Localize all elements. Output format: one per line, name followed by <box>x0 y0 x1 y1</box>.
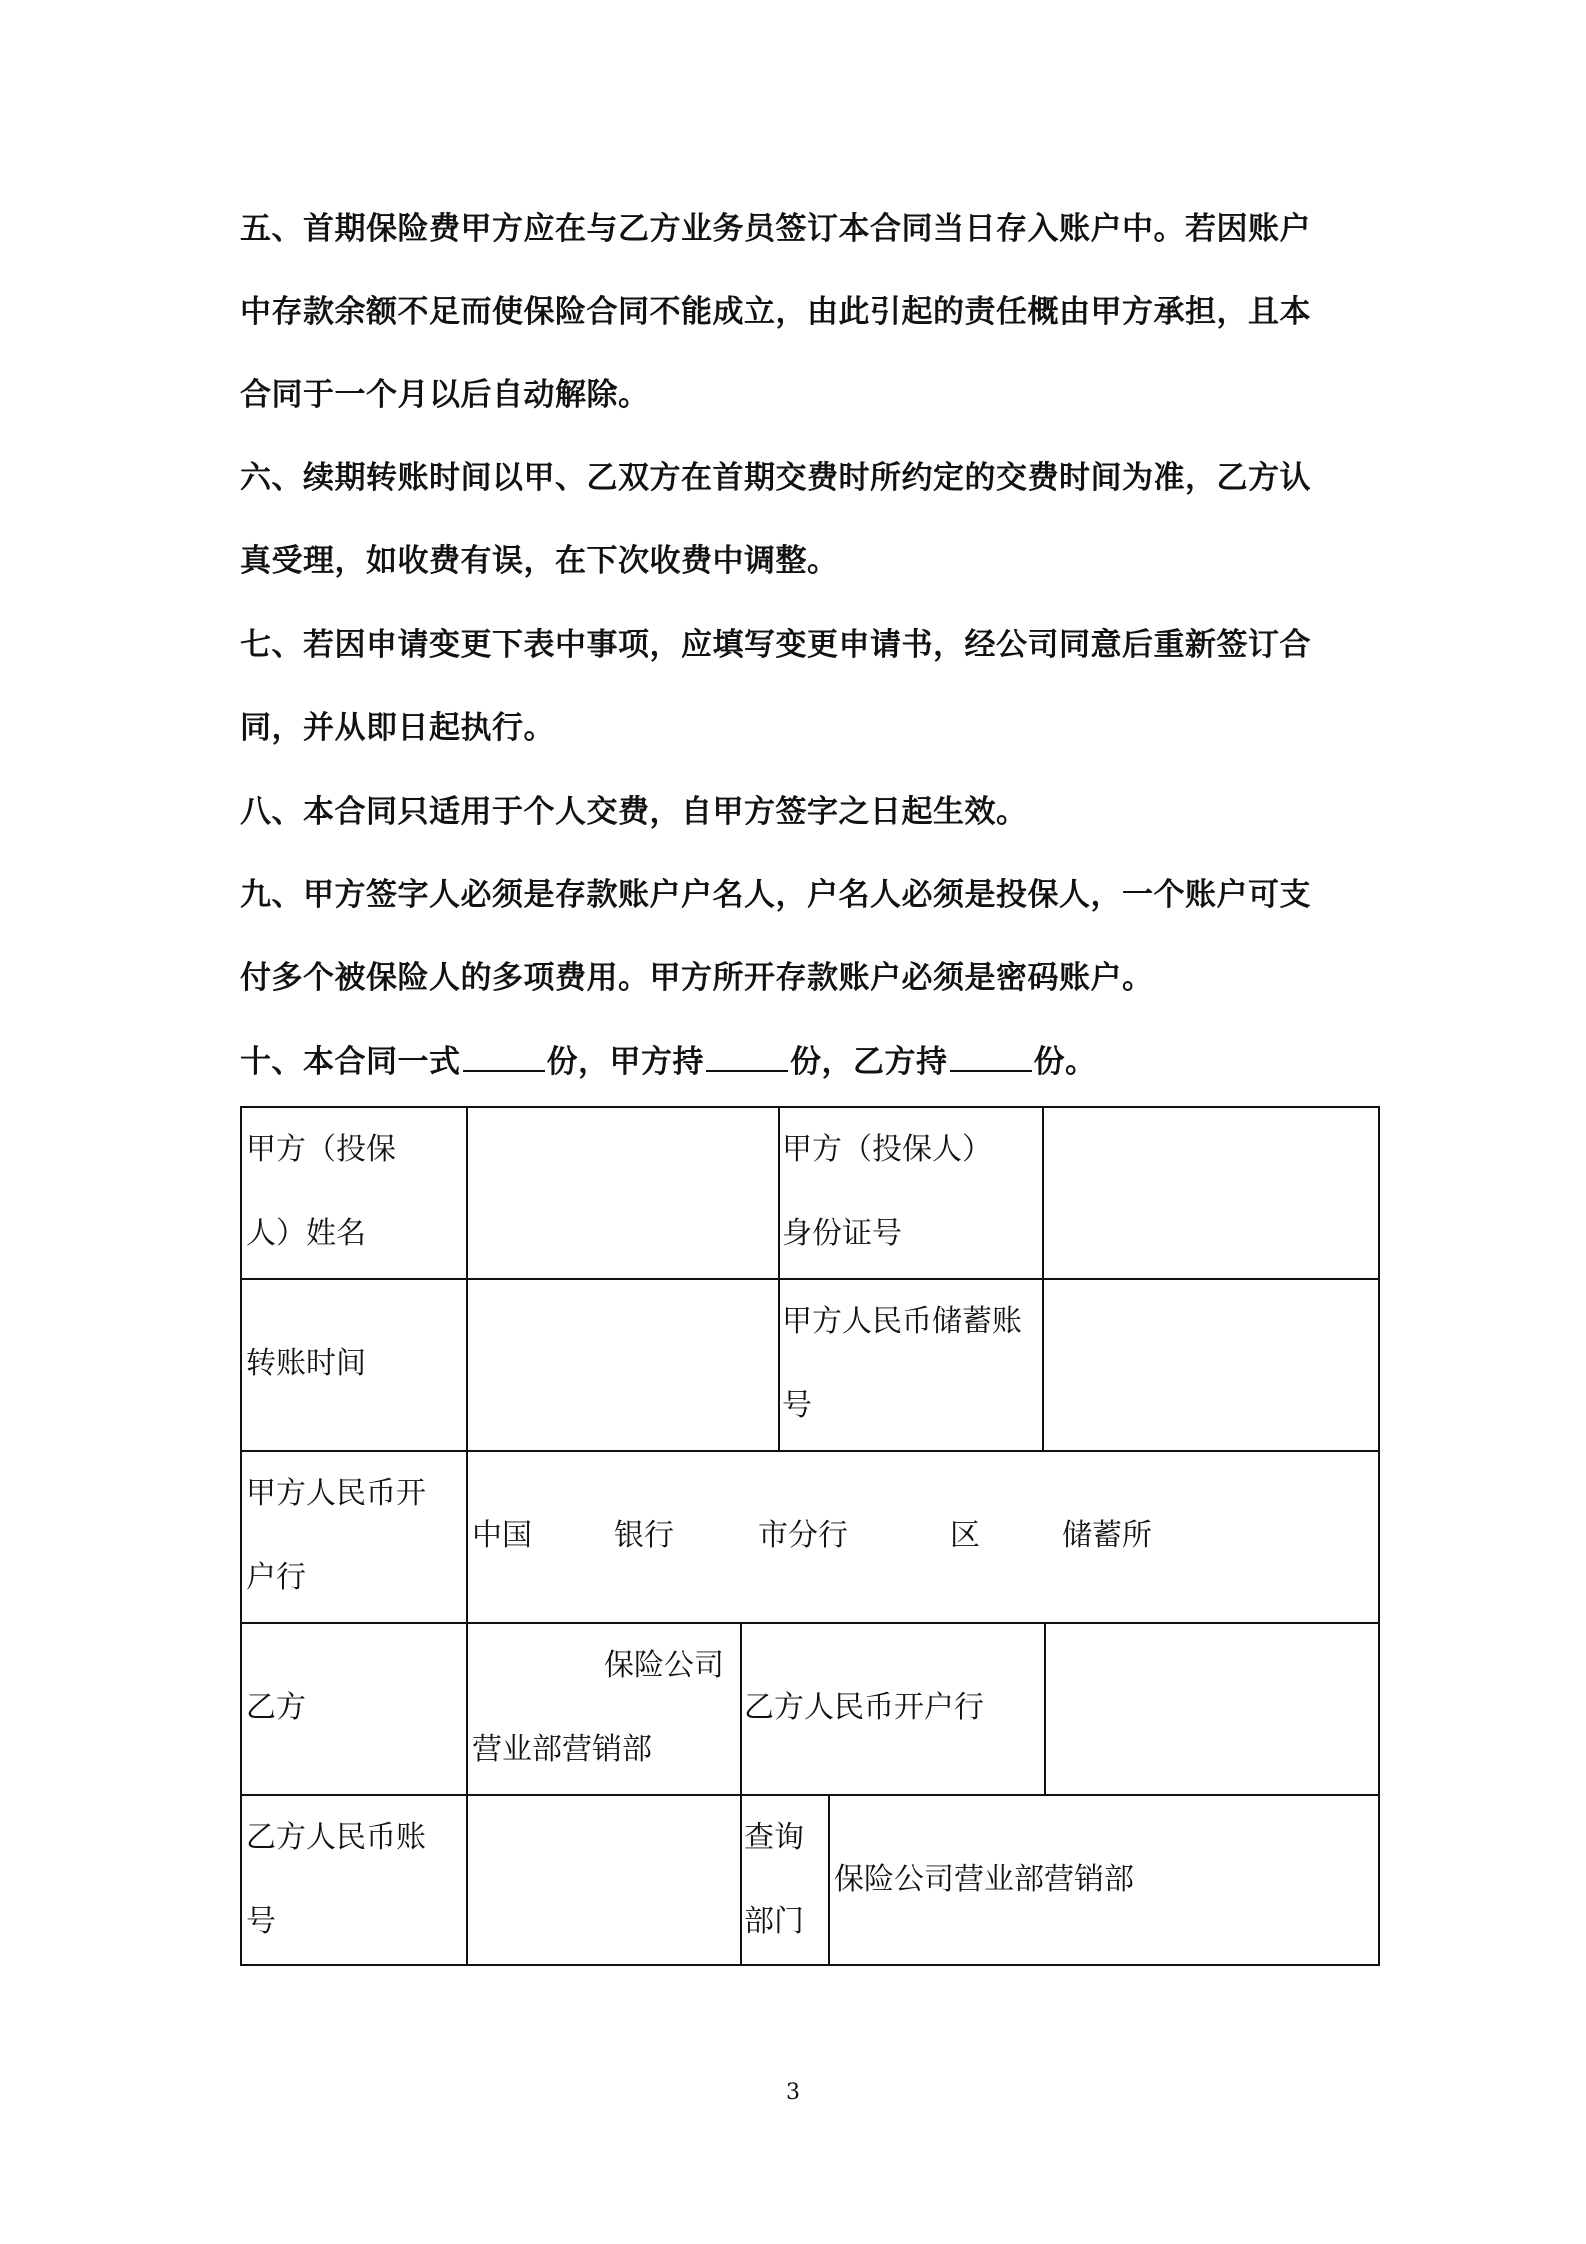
party-a-id-label <box>782 1108 992 1276</box>
clause-10-part-1: 十、本合同一式 <box>240 1044 461 1080</box>
clause-6 <box>240 437 1350 603</box>
clause-9-line-2: 付多个被保险人的多项费用。甲方所开存款账户必须是密码账户。 <box>240 960 1154 996</box>
party-a-account-label <box>782 1280 1022 1448</box>
savings-office-text: 储蓄所 <box>1062 1518 1152 1553</box>
clause-8 <box>240 771 1350 854</box>
party-b-company-line-1: 保险公司 <box>604 1648 724 1683</box>
bank-china-text: 中国 <box>472 1518 532 1553</box>
clause-7 <box>240 604 1350 770</box>
column-divider <box>466 1108 468 1964</box>
transfer-time-field[interactable] <box>470 1280 776 1448</box>
clause-8-line-1: 八、本合同只适用于个人交费，自甲方签字之日起生效。 <box>240 794 1028 830</box>
clause-5-line-2: 中存款余额不足而使保险合同不能成立，由此引起的责任概由甲方承担，且本 <box>240 294 1311 330</box>
party-a-id-label-line-1: 甲方（投保人） <box>782 1132 992 1167</box>
inquiry-dept-label-line-1: 查询 <box>744 1820 804 1855</box>
column-divider <box>1044 1622 1046 1794</box>
party-a-account-field[interactable] <box>1046 1280 1376 1448</box>
party-a-name-label <box>246 1108 396 1276</box>
district-text: 区 <box>950 1518 980 1553</box>
party-b-label: 乙方 <box>246 1690 306 1725</box>
column-divider <box>828 1794 830 1964</box>
clause-10-part-2: 份，甲方持 <box>546 1044 704 1080</box>
party-b-bank-field[interactable] <box>1048 1624 1376 1792</box>
clause-5 <box>240 188 1350 437</box>
column-divider <box>740 1622 742 1794</box>
party-a-bank-label <box>246 1452 426 1620</box>
party-a-account-label-line-2: 号 <box>782 1388 812 1423</box>
party-b-account-label-line-1: 乙方人民币账 <box>246 1820 426 1855</box>
clause-6-line-2: 真受理，如收费有误，在下次收费中调整。 <box>240 543 839 579</box>
copies-party-a-blank[interactable] <box>706 1042 788 1072</box>
clause-9 <box>240 854 1350 1020</box>
party-a-name-label-line-2: 人）姓名 <box>246 1216 366 1251</box>
party-a-id-field[interactable] <box>1046 1108 1376 1276</box>
clause-7-line-1: 七、若因申请变更下表中事项，应填写变更申请书，经公司同意后重新签订合 <box>240 627 1311 663</box>
party-b-bank-label: 乙方人民币开户行 <box>744 1690 984 1725</box>
clause-10-part-4: 份。 <box>1033 1044 1097 1080</box>
column-divider <box>740 1794 742 1964</box>
bank-text: 银行 <box>614 1518 674 1553</box>
party-a-name-label-line-1: 甲方（投保 <box>246 1132 396 1167</box>
party-a-bank-label-line-2: 户行 <box>246 1560 306 1595</box>
column-divider <box>1042 1108 1044 1450</box>
party-b-company-line-2: 营业部营销部 <box>472 1732 652 1767</box>
party-b-company <box>470 1624 738 1792</box>
party-b-account-label <box>246 1796 426 1964</box>
account-info-table <box>240 1106 1380 1966</box>
party-a-account-label-line-1: 甲方人民币储蓄账 <box>782 1304 1022 1339</box>
clause-6-line-1: 六、续期转账时间以甲、乙双方在首期交费时所约定的交费时间为准，乙方认 <box>240 460 1311 496</box>
copies-party-b-blank[interactable] <box>950 1042 1032 1072</box>
party-b-account-field[interactable] <box>470 1796 738 1962</box>
clause-10-part-3: 份，乙方持 <box>790 1044 948 1080</box>
clause-5-line-3: 合同于一个月以后自动解除。 <box>240 377 650 413</box>
inquiry-dept-label-line-2: 部门 <box>744 1904 804 1939</box>
clause-9-line-1: 九、甲方签字人必须是存款账户户名人，户名人必须是投保人，一个账户可支 <box>240 877 1311 913</box>
party-a-id-label-line-2: 身份证号 <box>782 1216 902 1251</box>
clause-5-line-1: 五、首期保险费甲方应在与乙方业务员签订本合同当日存入账户中。若因账户 <box>240 211 1311 247</box>
inquiry-dept-value: 保险公司营业部营销部 <box>834 1862 1134 1897</box>
copies-total-blank[interactable] <box>463 1042 545 1072</box>
clause-10 <box>240 1021 1350 1104</box>
party-a-name-field[interactable] <box>470 1108 776 1276</box>
page-number: 3 <box>786 2080 800 2105</box>
city-branch-text: 市分行 <box>758 1518 848 1553</box>
party-a-bank-label-line-1: 甲方人民币开 <box>246 1476 426 1511</box>
transfer-time-label: 转账时间 <box>246 1346 366 1381</box>
column-divider <box>778 1108 780 1450</box>
clause-7-line-2: 同，并从即日起执行。 <box>240 710 555 746</box>
inquiry-dept-label <box>744 1796 804 1964</box>
party-b-account-label-line-2: 号 <box>246 1904 276 1939</box>
